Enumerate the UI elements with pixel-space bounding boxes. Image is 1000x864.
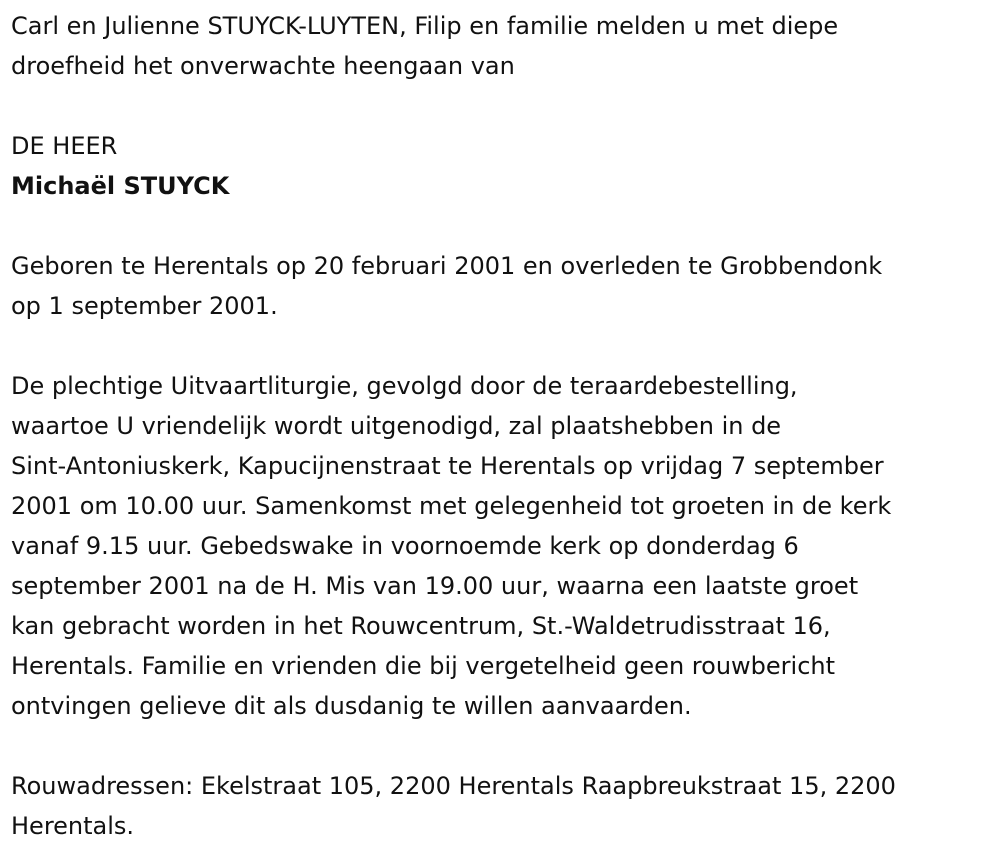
funeral-line-2: waartoe U vriendelijk wordt uitgenodigd, zal plaatshebben in de <box>11 412 782 440</box>
addresses-line-2: Herentals. <box>11 812 135 840</box>
intro-paragraph <box>11 6 996 86</box>
funeral-line-6: september 2001 na de H. Mis van 19.00 uur, waarna een laatste groet <box>11 572 859 600</box>
funeral-line-4: 2001 om 10.00 uur. Samenkomst met gelegenheid tot groeten in de kerk <box>11 492 892 520</box>
intro-line-2: droefheid het onverwachte heengaan van <box>11 52 515 80</box>
funeral-line-8: Herentals. Familie en vrienden die bij vergetelheid geen rouwbericht <box>11 652 836 680</box>
spacer <box>11 726 996 766</box>
funeral-paragraph <box>11 366 996 726</box>
deceased-name: Michaël STUYCK <box>11 172 230 200</box>
addresses-line-1: Rouwadressen: Ekelstraat 105, 2200 Herentals Raapbreukstraat 15, 2200 <box>11 772 896 800</box>
spacer <box>11 206 996 246</box>
intro-line-1: Carl en Julienne STUYCK-LUYTEN, Filip en familie melden u met diepe <box>11 12 839 40</box>
funeral-line-1: De plechtige Uitvaartliturgie, gevolgd door de teraardebestelling, <box>11 372 798 400</box>
funeral-line-7: kan gebracht worden in het Rouwcentrum, St.-Waldetrudisstraat 16, <box>11 612 831 640</box>
birth-death-line-2: op 1 september 2001. <box>11 292 278 320</box>
birth-death-line-1: Geboren te Herentals op 20 februari 2001 en overleden te Grobbendonk <box>11 252 883 280</box>
honorific: DE HEER <box>11 132 118 160</box>
birth-death-paragraph <box>11 246 996 326</box>
funeral-line-9: ontvingen gelieve dit als dusdanig te willen aanvaarden. <box>11 692 692 720</box>
addresses-paragraph <box>11 766 996 846</box>
funeral-line-5: vanaf 9.15 uur. Gebedswake in voornoemde kerk op donderdag 6 <box>11 532 799 560</box>
obituary-document <box>11 6 996 846</box>
spacer <box>11 86 996 126</box>
spacer <box>11 326 996 366</box>
funeral-line-3: Sint-Antoniuskerk, Kapucijnenstraat te Herentals op vrijdag 7 september <box>11 452 884 480</box>
